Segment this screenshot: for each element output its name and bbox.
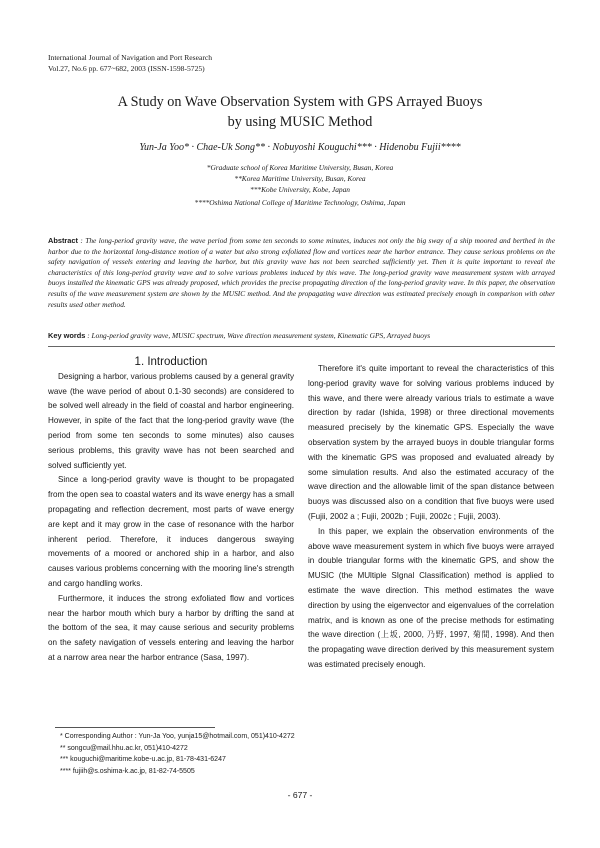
- abstract-label: Abstract: [48, 236, 78, 245]
- footnote-divider: [55, 727, 215, 728]
- left-column: [48, 355, 294, 666]
- abstract-block: [48, 236, 555, 310]
- affiliation-2: **Korea Maritime University, Busan, Korea: [234, 174, 366, 183]
- paragraph: Designing a harbor, various problems caused by a general gravity wave (the wave period of about 0.1-30 seconds) are considered to be solved well already in the field of coastal and harbor engineering. However, in spite of the fact that the long-period gravity wave (the period from some ten seconds to some minutes) also causes serious problems, this gravity wave has not been searched and solved sufficiently yet.: [48, 371, 294, 470]
- paragraph: Since a long-period gravity wave is thought to be propagated from the open sea to coastal waters and its wave energy has a small propagating and reflection decrement, most parts of wave energy are kept and it may grow in the case of resonance with the harbor inherent period. Therefore, it induces dangerous swaying movements of a moored or anchored ship in a harbor, and also causes various problems concerning with the mooring line's strength and cargo handling works.: [48, 475, 294, 588]
- page-number: - 677 -: [287, 790, 313, 800]
- keywords-block: [48, 331, 555, 340]
- paragraph: Furthermore, it induces the strong exfoliated flow and vortices near the harbor mouth which bury a harbor by drifting the sand at the bottom of the sea, it may cause serious and security problems on the safety navigation of vessels entering and leaving the harbor at a narrow area near the harbor entrance (Sasa, 1997).: [48, 593, 294, 662]
- section-heading: 1. Introduction: [134, 356, 208, 368]
- title-line-2: by using MUSIC Method: [227, 114, 373, 130]
- journal-header: [48, 52, 212, 74]
- affiliation-3: ***Kobe University, Kobe, Japan: [250, 185, 350, 194]
- footnote: **** fujiih@s.oshima-k.ac.jp, 81-82-74-5505: [60, 767, 195, 775]
- footnote: * Corresponding Author : Yun-Ja Yoo, yunja15@hotmail.com, 051)410-4272: [60, 733, 295, 740]
- paper-title: [40, 92, 560, 132]
- keywords-text: : Long-period gravity wave, MUSIC spectrum, Wave direction measurement system, Kinematic GPS, Arrayed buoys: [87, 331, 431, 340]
- affiliation-1: *Graduate school of Korea Maritime University, Busan, Korea: [206, 163, 394, 172]
- keywords-label: Key words: [48, 331, 86, 340]
- affiliation-4: ****Oshima National College of Maritime Technology, Oshima, Japan: [194, 198, 406, 207]
- paragraph: Therefore it's quite important to reveal the characteristics of this long-period gravity wave for solving various problems induced by this wave, and there were already various trials to estimate a wave direction by radar (Ishida, 1998) or three directional movements measured precisely by the kinematic GPS. Especially the wave observation system by the arrayed buoys in double triangular forms with the kinematic GPS was proposed and evaluated already by some simulation results. And also the estimated accuracy of the wave direction and the allowable limit of the span distance between buoys was discussed also on a condition that five buoys were used (Fujii, 2002 a ; Fujii, 2002b ; Fujii, 2002c ; Fujii, 2003).: [308, 364, 554, 521]
- section-divider: [48, 346, 555, 347]
- right-column: [308, 362, 554, 673]
- journal-name: International Journal of Navigation and Port Research: [48, 53, 213, 62]
- journal-volume: Vol.27, No.6 pp. 677~682, 2003 (ISSN-1598-5725): [48, 64, 205, 73]
- title-line-1: A Study on Wave Observation System with GPS Arrayed Buoys: [117, 94, 483, 110]
- footnote: *** kouguchi@maritime.kobe-u.ac.jp, 81-78-431-6247: [60, 756, 226, 763]
- footnotes: [60, 731, 295, 777]
- paragraph: In this paper, we explain the observation environments of the above wave measurement system in which five buoys were arrayed in double triangular forms with the kinematic GPS, and show the MUSIC (the MUltiple SIgnal Classification) method is applied to estimate the wave direction. This method estimates the wave direction by using the eigenvector and eigenvalues of the correlation matrix, and is known as one of the precise methods for estimating the wave direction (上坂, 2000, 乃野, 1997, 菊間, 1998). And then the propagating wave direction derived by this measurement system was estimated precisely enough.: [308, 526, 554, 669]
- author-list: Yun-Ja Yoo* · Chae-Uk Song** · Nobuyoshi Kouguchi*** · Hidenobu Fujii****: [139, 142, 461, 153]
- abstract-text: : The long-period gravity wave, the wave period from some ten seconds to some minutes, induces not only the big sway of a ship moored and berthed in the harbor due to the horizontal long-distance motion of a water but also strong exfoliated flow and vortices near the harbor entrance. They cause serious problems on the safety navigation of vessels entering and leaving the harbor, but this gravity wave has not been searched sufficiently yet. Then it is quite important to reveal the characteristics of this long-period gravity wave and to solve various problems induced by this wave. The long-period gravity wave measurement system with arrayed buoys installed the kinematic GPS was already proposed, which provides the precise propagating direction of the long-period gravity wave. In this paper, the observation results of the wave measurement system are shown by the MUSIC method. And the propagating wave direction was estimated precisely enough in comparison with other results used other method.: [48, 236, 555, 309]
- footnote: ** songcu@mail.hhu.ac.kr, 051)410-4272: [60, 744, 188, 752]
